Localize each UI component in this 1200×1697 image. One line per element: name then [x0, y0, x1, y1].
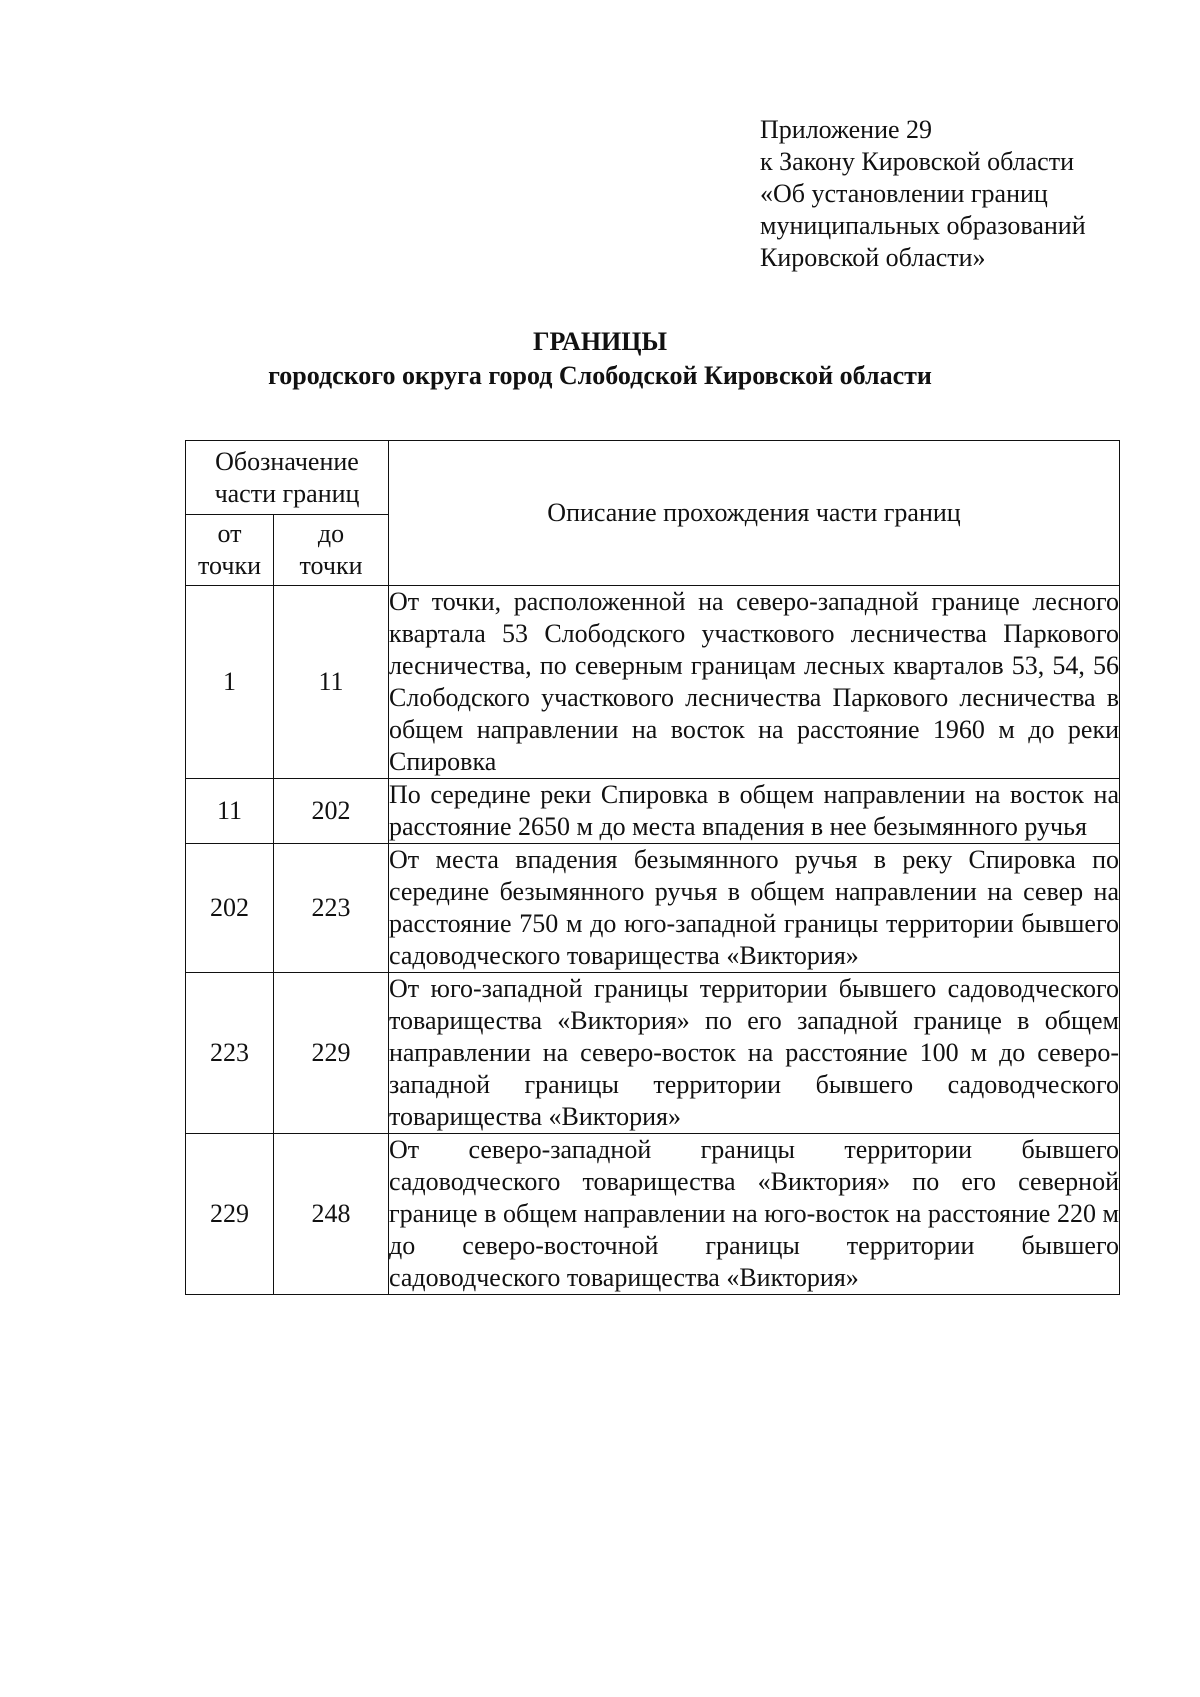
cell-to: 202 [274, 779, 389, 844]
cell-to: 229 [274, 973, 389, 1134]
cell-from: 202 [186, 844, 274, 973]
cell-to: 248 [274, 1134, 389, 1295]
header-group-line: части границ [214, 478, 360, 508]
cell-description: От точки, расположенной на северо-западной границе лесного квартала 53 Слободского участкового лесничества Паркового лесничества, по северным границам лесных кварталов 53, 54, 56 Слободского участкового лесничества Паркового лесничества в общем направлении на восток на расстояние 1960 м до реки Спировка [389, 586, 1120, 779]
appendix-line: Приложение 29 [760, 115, 933, 144]
header-to-line: точки [299, 551, 363, 580]
header-group-designation [186, 441, 389, 515]
cell-from: 223 [186, 973, 274, 1134]
cell-description: От северо-западной границы территории бывшего садоводческого товарищества «Виктория» по его северной границе в общем направлении на юго-восток на расстояние 220 м до северо-восточной границы территории бывшего садоводческого товарищества «Виктория» [389, 1134, 1120, 1295]
cell-description: От места впадения безымянного ручья в реку Спировка по середине безымянного ручья в общем направлении на север на расстояние 750 м до юго-западной границы территории бывшего садоводческого товарищества «Виктория» [389, 844, 1120, 973]
appendix-block [760, 114, 1086, 274]
table-row [186, 779, 1120, 844]
header-description: Описание прохождения части границ [389, 441, 1120, 586]
header-to-point [274, 515, 389, 586]
title-subtitle: городского округа город Слободской Кировской области [268, 361, 932, 390]
header-from-line: точки [198, 551, 261, 580]
cell-description: От юго-западной границы территории бывшего садоводческого товарищества «Виктория» по его западной границе в общем направлении на северо-восток на расстояние 100 м до северо-западной границы территории бывшего садоводческого товарищества «Виктория» [389, 973, 1120, 1134]
appendix-line: к Закону Кировской области [760, 147, 1074, 176]
boundary-table [185, 440, 1120, 1295]
header-group-line: Обозначение [215, 446, 359, 476]
appendix-line: «Об установлении границ [760, 179, 1048, 208]
appendix-line: Кировской области» [760, 243, 986, 272]
appendix-line: муниципальных образований [760, 211, 1086, 240]
cell-to: 11 [274, 586, 389, 779]
cell-from: 11 [186, 779, 274, 844]
table-row [186, 1134, 1120, 1295]
cell-from: 229 [186, 1134, 274, 1295]
header-to-line: до [317, 519, 345, 548]
table-row [186, 844, 1120, 973]
document-title [0, 325, 1200, 393]
header-from-line: от [217, 519, 242, 548]
header-row [186, 441, 1120, 515]
header-from-point [186, 515, 274, 586]
cell-to: 223 [274, 844, 389, 973]
table-row [186, 973, 1120, 1134]
title-main: ГРАНИЦЫ [532, 327, 668, 356]
cell-description: По середине реки Спировка в общем направлении на восток на расстояние 2650 м до места впадения в нее безымянного ручья [389, 779, 1120, 844]
table-row [186, 586, 1120, 779]
cell-from: 1 [186, 586, 274, 779]
